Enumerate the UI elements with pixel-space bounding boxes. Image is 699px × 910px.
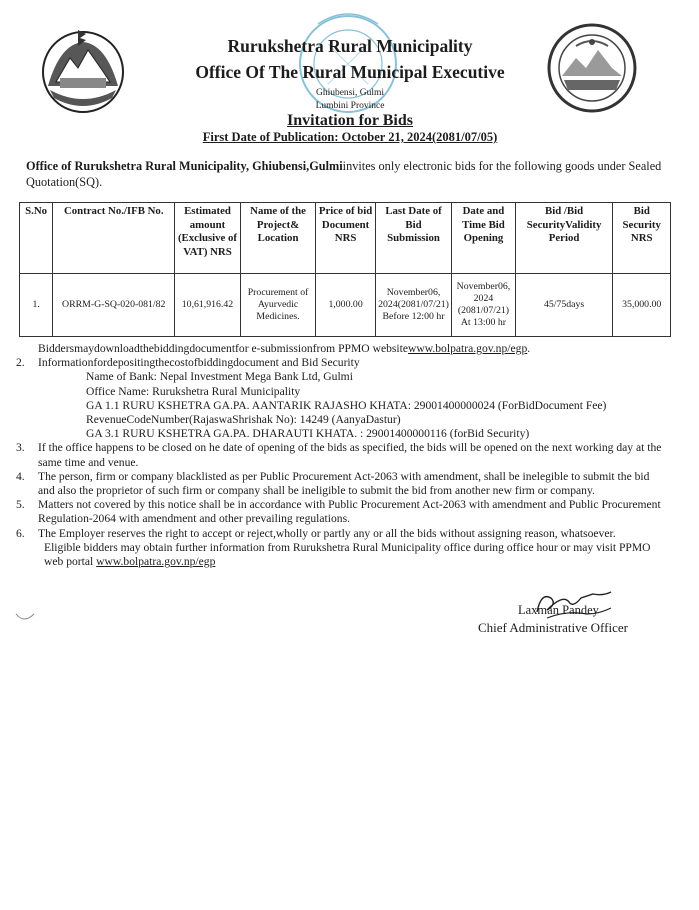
publication-date: First Date of Publication: October 21, 2024(2081/07/05) xyxy=(202,130,498,144)
eligible-bidders-paragraph: Eligible bidders may obtain further information from Rurukshetra Rural Municipality office during office hour or may visit PPMO web portal www.bolpatra.gov.np/egp xyxy=(44,540,651,569)
cell-bid-security: 35,000.00 xyxy=(613,274,671,337)
table-header-row xyxy=(20,203,671,274)
col-validity-period: Bid /Bid SecurityValidity Period xyxy=(515,203,613,274)
table-row xyxy=(20,274,671,337)
account-bid-security: GA 3.1 RURU KSHETRA GA.PA. DHARAUTI KHATA. : 29001400000116 (forBid Security) xyxy=(86,427,530,441)
cell-estimated-amount: 10,61,916.42 xyxy=(175,274,241,337)
col-estimated-amount: Estimated amount (Exclusive of VAT) NRS xyxy=(175,203,241,274)
government-emblem-logo xyxy=(40,24,126,114)
bank-name: Name of Bank: Nepal Investment Mega Bank Ltd, Gulmi xyxy=(86,370,353,384)
col-last-date: Last Date of Bid Submission xyxy=(375,203,451,274)
intro-issuer: Office of Rurukshetra Rural Municipality, Ghiubensi,Gulmi xyxy=(26,159,343,173)
cell-project: Procurement of Ayurvedic Medicines. xyxy=(240,274,316,337)
ppmo-link[interactable]: www.bolpatra.gov.np/egp xyxy=(408,342,528,355)
col-sno: S.No xyxy=(20,203,53,274)
office-name: Office Of The Rural Municipal Executive xyxy=(195,62,505,82)
municipality-logo xyxy=(546,22,638,114)
province-name: Lumbini Province xyxy=(315,101,385,111)
cell-sno: 1. xyxy=(20,274,53,337)
notes-list xyxy=(16,342,666,569)
office-name-line: Office Name: Rurukshetra Rural Municipality xyxy=(86,384,301,398)
col-opening-date: Date and Time Bid Opening xyxy=(452,203,516,274)
col-contract-no: Contract No./IFB No. xyxy=(53,203,175,274)
cell-contract-no: ORRM-G-SQ-020-081/82 xyxy=(53,274,175,337)
note-6: 6. The Employer reserves the right to accept or reject,wholly or partly any or all the bids without assigning reason, whatsoever. xyxy=(16,526,616,540)
col-bid-security: Bid Security NRS xyxy=(613,203,671,274)
note-4: 4. The person, firm or company blacklisted as per Public Procurement Act-2063 with amendment, shall be inelegible to submit the bid and also the proprietor of such firm or company shall be ineligible to submit the bid from another new firm or company. xyxy=(16,469,650,498)
note-1: Biddersmaydownloadthebiddingdocumentfor e-submissionfrom PPMO websitewww.bolpatra.gov.np/egp. xyxy=(38,342,531,355)
revenue-code: RevenueCodeNumber(RajaswaShrishak No): 14249 (AanyaDastur) xyxy=(86,413,401,427)
bids-table xyxy=(19,202,671,337)
cell-doc-price: 1,000.00 xyxy=(316,274,375,337)
punch-mark xyxy=(14,610,36,624)
note-3: 3. If the office happens to be closed on he date of opening of the bids as specified, the bids will be opened on the next working day at the same time and venue. xyxy=(16,441,662,469)
notice-title: Invitation for Bids xyxy=(287,112,413,129)
cell-last-date: November06, 2024(2081/07/21) Before 12:00 hr xyxy=(375,274,451,337)
intro-paragraph xyxy=(26,158,666,190)
municipality-name: Rurukshetra Rural Municipality xyxy=(227,36,473,56)
col-project-location: Name of the Project& Location xyxy=(240,203,316,274)
signatory-title: Chief Administrative Officer xyxy=(478,620,628,635)
signatory-name: Laxman Pandey xyxy=(518,603,599,617)
note-2: 2. Informationfordepositingthecostofbiddingdocument and Bid Security xyxy=(16,356,360,370)
cell-validity: 45/75days xyxy=(515,274,613,337)
account-doc-fee: GA 1.1 RURU KSHETRA GA.PA. AANTARIK RAJASHO KHATA: 29001400000024 (ForBidDocument Fee) xyxy=(86,398,607,412)
note-5: 5. Matters not covered by this notice shall be in accordance with Public Procurement Act-2063 with amendment and Public Procurement Regulation-2064 with amendment and other prevailing regulations. xyxy=(16,498,661,526)
cell-opening-date: November06, 2024 (2081/07/21) At 13:00 hr xyxy=(452,274,516,337)
ppmo-portal-link[interactable]: www.bolpatra.gov.np/egp xyxy=(96,555,216,569)
col-doc-price: Price of bid Document NRS xyxy=(316,203,375,274)
intro-text: invites only electronic bids for the following goods under Sealed Quotation(SQ). xyxy=(26,159,662,189)
office-location: Ghiubensi, Gulmi xyxy=(315,88,385,98)
